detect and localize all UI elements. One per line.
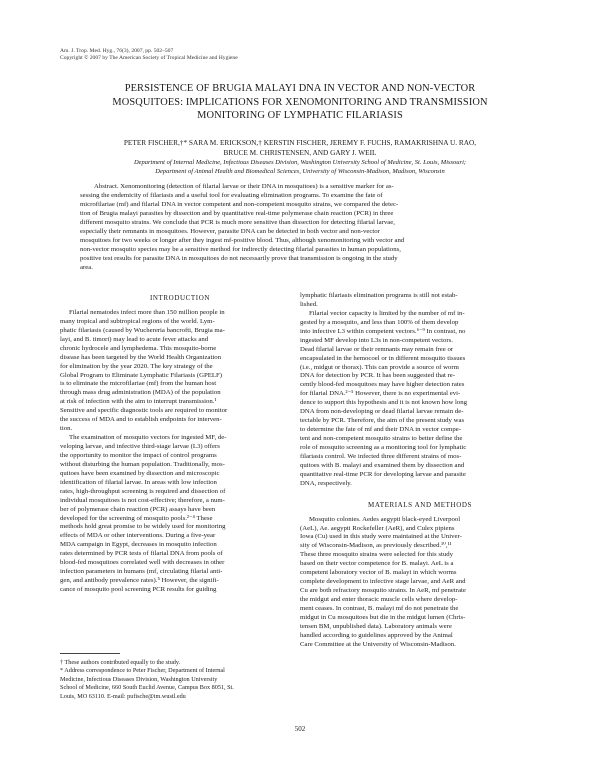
text-line: DNA from non-developing or dead filarial larvae remain de- (300, 408, 464, 416)
intro-paragraph-continued (300, 292, 540, 310)
text-line: effects of MDA or other interventions. During a five-year (60, 532, 216, 540)
text-line: midgut in Cu mosquitoes but die in the midgut lumen (Chris- (300, 613, 466, 621)
text-line: ingested MF develop into L3s in non-competent vectors. (300, 336, 453, 344)
title-line: MOSQUITOES: IMPLICATIONS FOR XENOMONITORING AND TRANSMISSION (112, 96, 488, 108)
text-line: through mass drug administration (MDA) of the population (60, 389, 221, 397)
text-line: Sensitive and specific diagnostic tools are required to monitor (60, 407, 228, 415)
footnote-rule (60, 653, 120, 654)
text-line: tent and non-competent mosquito strains to better define the (300, 435, 463, 442)
text-line: † These authors contributed equally to the study. (60, 659, 181, 666)
text-line: non-vector mosquito species may be a sensitive method for indirectly detecting filarial parasites in human populations, (80, 245, 401, 253)
text-line: methods hold great promise to be widely used for monitoring (60, 523, 226, 531)
text-line: to determine the fate of mf and their DNA in vector compe- (300, 426, 462, 434)
text-line: Medicine, Infectious Diseases Division, Washington University (60, 675, 218, 683)
author-list (60, 138, 540, 157)
text-line: individual mosquitoes is not cost-effective; therefore, a num- (60, 496, 225, 504)
text-line: DNA, respectively. (300, 479, 352, 487)
text-line: ber of polymerase chain reaction (PCR) assays have been (60, 505, 216, 513)
text-line: Mosquito colonies. Aedes aegypti black-eyed Liverpool (309, 515, 461, 523)
text-line: positive test results for parasite DNA in mosquitoes do not necessarily prove that transmission is ongoing in the study (80, 254, 398, 262)
text-line: DNA for detection by PCR. It has been suggested that re- (300, 372, 456, 380)
text-line: into infective L3 within competent vectors.⁶⁻⁹ In contrast, no (300, 327, 466, 335)
text-line: cance of mosquito pool screening PCR results for guiding (60, 586, 217, 593)
text-line: dence to support this hypothesis and it is not known how long (300, 399, 468, 407)
text-line: sity of Wisconsin-Madison, as previously described.¹⁰,¹¹ (300, 542, 452, 550)
text-line: veloping larvae, and infective third-stage larvae (L3) offers (60, 443, 220, 450)
text-line: infection parameters in humans (mf, circulating filarial anti- (60, 568, 223, 576)
text-line: layi, and B. timori) may lead to acute fever attacks and (60, 335, 209, 343)
journal-citation: Am. J. Trop. Med. Hyg., 76(3), 2007, pp. 502–507 (60, 48, 174, 54)
text-line: is to eliminate the microfilariae (mf) from the human host (60, 380, 217, 388)
text-line: Care Committee at the University of Wisconsin-Madison. (300, 640, 456, 648)
abstract (80, 183, 520, 273)
text-line: (i.e., midgut or thorax). This can provide a source of worm (300, 363, 459, 371)
intro-paragraph-2 (60, 434, 300, 595)
text-line: Louis, MO 63110. E-mail: pufische@im.wustl.edu (60, 692, 186, 700)
text-line: * Address correspondence to Peter Fischer, Department of Internal (60, 667, 225, 675)
text-line: gen, and antibody prevalence rates).⁵ However, the signifi- (60, 577, 219, 585)
intro-paragraph-1 (60, 309, 300, 434)
text-line: quitoes with B. malayi and examined them by dissection and (300, 461, 465, 469)
page-number: 502 (294, 725, 306, 733)
affiliation-line: Department of Internal Medicine, Infectious Diseases Division, Washington University School of Medicine, St. Louis, Missouri; (133, 159, 467, 166)
title-line: PERSISTENCE OF BRUGIA MALAYI DNA IN VECTOR AND NON-VECTOR (124, 83, 476, 94)
text-line: quitoes have been examined by dissection and microscopic (60, 469, 220, 477)
section-heading-methods: MATERIALS AND METHODS (368, 500, 472, 509)
intro-paragraph-3 (300, 310, 540, 489)
text-line: mosquitoes for two weeks or longer after they ingest mf-positive blood. Thus, although xenomonitoring with vector and (80, 236, 405, 244)
article-title (60, 82, 540, 123)
left-column (60, 294, 300, 595)
methods-paragraph-1 (300, 516, 540, 650)
text-line: microfilariae (mf) and filarial DNA in vector competent and non-competent mosquito strains, we compared the detec- (80, 200, 399, 208)
text-line: especially their remnants in mosquitoes. However, parasite DNA can be detected in both vector and non-vector (80, 227, 380, 235)
affiliations (60, 159, 540, 177)
section-heading-introduction: INTRODUCTION (149, 294, 211, 302)
text-line: the opportunity to monitor the impact of control programs (60, 451, 217, 459)
text-line: the success of MDA and to establish endpoints for interven- (60, 416, 222, 424)
text-line: tensen BM, unpublished data). Laboratory animals were (300, 622, 452, 630)
text-line: Iowa (Cu) used in this study were maintained at the Univer- (300, 533, 462, 541)
text-line: rates determined by PCR tests of filarial DNA from pools of (60, 550, 223, 558)
text-line: Filarial nematodes infect more than 150 million people in (69, 308, 225, 316)
text-line: Cu are both refractory mosquito strains. In AeR, mf penetrate (300, 587, 466, 595)
text-line: cently blood-fed mosquitoes may have higher detection rates (300, 381, 465, 389)
footnote-list (60, 659, 300, 701)
text-line: quantitative real-time PCR for developing larvae and parasite (300, 470, 466, 478)
text-line: based on their vector competence for B. malayi. AeL is a (300, 560, 454, 568)
text-line: for elimination by the year 2020. The key strategy of the (60, 362, 213, 370)
text-line: phatic filariasis (caused by Wuchereria bancrofti, Brugia ma- (60, 326, 225, 334)
affiliation-line: Department of Animal Health and Biomedical Sciences, University of Wisconsin-Madison, Madison, Wisconsin (155, 167, 445, 175)
text-line: tectable by PCR. Therefore, the aim of the present study was (300, 417, 465, 425)
text-line: Filarial vector capacity is limited by the number of mf in- (309, 309, 465, 317)
text-line: School of Medicine, 660 South Euclid Avenue, Campus Box 8051, St. (60, 684, 234, 692)
text-line: competent laboratory vector of B. malayi in which worms (300, 569, 457, 577)
text-line: filariasis control. We infected three different strains of mos- (300, 452, 462, 460)
text-line: sessing the endemicity of filariasis and a useful tool for evaluating elimination programs. To examine the fate of (80, 191, 383, 199)
text-line: chronic hydrocele and lymphedema. This mosquito-borne (60, 344, 217, 352)
text-line: gested by a mosquito, and less than 100% of them develop (300, 318, 459, 326)
text-line: for filarial DNA.²⁻⁵ However, there is no experimental evi- (300, 390, 461, 398)
text-line: Dead filarial larvae or their remnants may remain free or (300, 345, 454, 353)
text-line: blood-fed mosquitoes correlated well with decreases in other (60, 559, 225, 567)
text-line: many tropical and subtropical regions of the world. Lym- (60, 317, 215, 325)
text-line: the midgut and enter thoracic muscle cells where develop- (300, 596, 458, 603)
text-line: different mosquito strains. We conclude that PCR is much more sensitive than dissection for detecting filarial larvae, (80, 218, 395, 226)
text-line: area. (80, 263, 93, 271)
author-line: BRUCE M. CHRISTENSEN, AND GARY J. WEIL (223, 147, 377, 157)
text-line: without disturbing the human population. Traditionally, mos- (60, 460, 225, 468)
text-line: disease has been targeted by the World Health Organization (60, 353, 222, 361)
text-line: The examination of mosquito vectors for ingested MF, de- (69, 434, 227, 442)
right-column (300, 292, 540, 650)
text-line: tion. (60, 425, 73, 433)
author-line: PETER FISCHER,†* SARA M. ERICKSON,† KERSTIN FISCHER, JEREMY F. FUCHS, RAMAKRISHNA U. RAO, (123, 138, 477, 147)
text-line: ment ceases. In contrast, B. malayi mf do not penetrate the (300, 604, 459, 612)
text-line: lished. (300, 300, 318, 308)
text-line: lymphatic filariasis elimination programs is still not estab- (300, 292, 458, 299)
text-line: role of mosquito screening as a monitoring tool for lymphatic (300, 443, 467, 451)
text-line: MDA campaign in Egypt, decreases in mosquito infection (60, 541, 217, 549)
journal-copyright: Copyright © 2007 by The American Society of Tropical Medicine and Hygiene (60, 55, 238, 61)
text-line: developed for the screening of mosquito pools.²⁻⁴ These (60, 514, 213, 522)
footnotes (60, 653, 300, 701)
text-line: identification of filarial larvae. In areas with low infection (60, 478, 217, 486)
text-line: Global Program to Eliminate Lymphatic Filariasis (GPELF) (60, 371, 222, 379)
journal-header (60, 48, 238, 62)
text-line: at risk of infection with the aim to interrupt transmission.¹ (60, 398, 217, 406)
text-line: These three mosquito strains were selected for this study (300, 551, 453, 559)
text-line: tion of Brugia malayi parasites by dissection and by quantitative real-time polymerase chain reaction (PCR) in three (80, 209, 394, 217)
title-line: MONITORING OF LYMPHATIC FILARIASIS (197, 110, 403, 121)
text-line: encapsulated in the hemocoel or in different mosquito tissues (300, 354, 466, 362)
text-line: complete development to infective stage larvae, and AeR and (300, 578, 466, 586)
text-line: handled according to guidelines approved by the Animal (300, 631, 453, 639)
text-line: rates, high-throughput screening is required and dissection of (60, 487, 226, 495)
text-line: Abstract. Xenomonitoring (detection of filarial larvae or their DNA in mosquitoes) is a sensitive marker for as- (94, 183, 394, 190)
text-line: (AeL), Ae. aegypti Rockefeller (AeR), and Culex pipiens (300, 524, 455, 532)
